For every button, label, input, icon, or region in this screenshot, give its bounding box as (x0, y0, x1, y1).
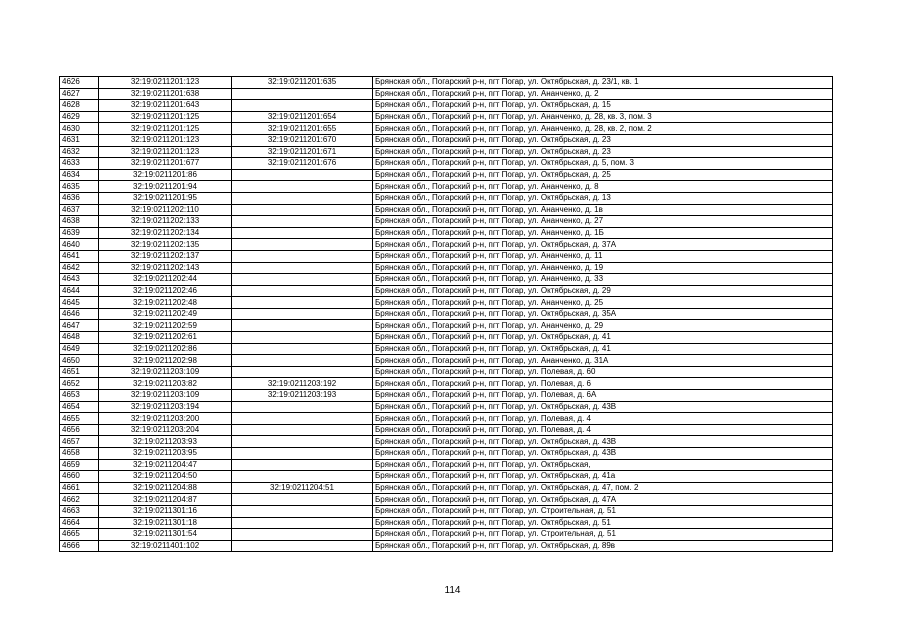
table-row (60, 262, 833, 274)
related-cadastral-number-cell (232, 366, 373, 378)
cadastral-number-cell: 32:19:0211203:82 (99, 378, 232, 390)
table-row (60, 204, 833, 216)
table-row (60, 401, 833, 413)
related-cadastral-number-cell (232, 204, 373, 216)
address-cell: Брянская обл., Погарский р-н, пгт Погар, ул. Октябрьская, д. 23 (373, 146, 833, 158)
address-cell: Брянская обл., Погарский р-н, пгт Погар, ул. Ананченко, д. 29 (373, 320, 833, 332)
cadastral-number-cell: 32:19:0211201:123 (99, 77, 232, 89)
address-cell: Брянская обл., Погарский р-н, пгт Погар, ул. Октябрьская, д. 13 (373, 192, 833, 204)
cadastral-number-cell: 32:19:0211202:59 (99, 320, 232, 332)
row-number-cell: 4652 (60, 378, 99, 390)
address-cell: Брянская обл., Погарский р-н, пгт Погар, ул. Октябрьская, д. 47, пом. 2 (373, 482, 833, 494)
cadastral-number-cell: 32:19:0211201:94 (99, 181, 232, 193)
row-number-cell: 4661 (60, 482, 99, 494)
row-number-cell: 4640 (60, 239, 99, 251)
table-row (60, 308, 833, 320)
address-cell: Брянская обл., Погарский р-н, пгт Погар, ул. Ананченко, д. 11 (373, 250, 833, 262)
address-cell: Брянская обл., Погарский р-н, пгт Погар, ул. Октябрьская, д. 89в (373, 540, 833, 552)
related-cadastral-number-cell (232, 436, 373, 448)
address-cell: Брянская обл., Погарский р-н, пгт Погар, ул. Октябрьская, д. 23 (373, 134, 833, 146)
address-cell: Брянская обл., Погарский р-н, пгт Погар, ул. Октябрьская, д. 41 (373, 343, 833, 355)
related-cadastral-number-cell (232, 169, 373, 181)
table-row (60, 100, 833, 112)
address-cell: Брянская обл., Погарский р-н, пгт Погар, ул. Октябрьская, д. 35А (373, 308, 833, 320)
related-cadastral-number-cell (232, 308, 373, 320)
table-row (60, 424, 833, 436)
related-cadastral-number-cell (232, 262, 373, 274)
table-row (60, 540, 833, 552)
table-row (60, 320, 833, 332)
row-number-cell: 4628 (60, 100, 99, 112)
table-row (60, 378, 833, 390)
address-cell: Брянская обл., Погарский р-н, пгт Погар, ул. Ананченко, д. 31А (373, 355, 833, 367)
table-row (60, 448, 833, 460)
related-cadastral-number-cell: 32:19:0211201:676 (232, 158, 373, 170)
address-cell: Брянская обл., Погарский р-н, пгт Погар, ул. Октябрьская, д. 23/1, кв. 1 (373, 77, 833, 89)
related-cadastral-number-cell (232, 181, 373, 193)
address-cell: Брянская обл., Погарский р-н, пгт Погар, ул. Полевая, д. 60 (373, 366, 833, 378)
related-cadastral-number-cell (232, 413, 373, 425)
related-cadastral-number-cell (232, 517, 373, 529)
cadastral-number-cell: 32:19:0211201:677 (99, 158, 232, 170)
address-cell: Брянская обл., Погарский р-н, пгт Погар, ул. Октябрьская, д. 43В (373, 401, 833, 413)
row-number-cell: 4649 (60, 343, 99, 355)
table-row (60, 413, 833, 425)
row-number-cell: 4656 (60, 424, 99, 436)
address-cell: Брянская обл., Погарский р-н, пгт Погар, ул. Ананченко, д. 28, кв. 3, пом. 3 (373, 111, 833, 123)
table-row (60, 436, 833, 448)
table-row (60, 332, 833, 344)
cadastral-number-cell: 32:19:0211201:125 (99, 111, 232, 123)
table-row (60, 343, 833, 355)
row-number-cell: 4664 (60, 517, 99, 529)
related-cadastral-number-cell (232, 459, 373, 471)
cadastral-number-cell: 32:19:0211202:135 (99, 239, 232, 251)
cadastral-number-cell: 32:19:0211201:638 (99, 88, 232, 100)
row-number-cell: 4651 (60, 366, 99, 378)
table-row (60, 529, 833, 541)
table-row (60, 77, 833, 89)
row-number-cell: 4653 (60, 390, 99, 402)
table-row (60, 517, 833, 529)
row-number-cell: 4647 (60, 320, 99, 332)
row-number-cell: 4666 (60, 540, 99, 552)
row-number-cell: 4627 (60, 88, 99, 100)
cadastral-number-cell: 32:19:0211203:200 (99, 413, 232, 425)
cadastral-number-cell: 32:19:0211201:95 (99, 192, 232, 204)
row-number-cell: 4636 (60, 192, 99, 204)
address-cell: Брянская обл., Погарский р-н, пгт Погар, ул. Октябрьская, д. 15 (373, 100, 833, 112)
related-cadastral-number-cell (232, 355, 373, 367)
cadastral-number-cell: 32:19:0211203:194 (99, 401, 232, 413)
cadastral-number-cell: 32:19:0211201:125 (99, 123, 232, 135)
row-number-cell: 4631 (60, 134, 99, 146)
table-row (60, 505, 833, 517)
address-cell: Брянская обл., Погарский р-н, пгт Погар, ул. Октябрьская, (373, 459, 833, 471)
address-cell: Брянская обл., Погарский р-н, пгт Погар, ул. Октябрьская, д. 51 (373, 517, 833, 529)
row-number-cell: 4637 (60, 204, 99, 216)
related-cadastral-number-cell (232, 239, 373, 251)
registry-table (59, 76, 833, 552)
cadastral-number-cell: 32:19:0211203:93 (99, 436, 232, 448)
related-cadastral-number-cell (232, 250, 373, 262)
address-cell: Брянская обл., Погарский р-н, пгт Погар, ул. Октябрьская, д. 43В (373, 448, 833, 460)
related-cadastral-number-cell (232, 540, 373, 552)
table-row (60, 355, 833, 367)
cadastral-number-cell: 32:19:0211203:95 (99, 448, 232, 460)
row-number-cell: 4645 (60, 297, 99, 309)
cadastral-number-cell: 32:19:0211401:102 (99, 540, 232, 552)
row-number-cell: 4634 (60, 169, 99, 181)
table-row (60, 216, 833, 228)
table-row (60, 274, 833, 286)
row-number-cell: 4655 (60, 413, 99, 425)
row-number-cell: 4657 (60, 436, 99, 448)
table-row (60, 169, 833, 181)
address-cell: Брянская обл., Погарский р-н, пгт Погар, ул. Ананченко, д. 25 (373, 297, 833, 309)
address-cell: Брянская обл., Погарский р-н, пгт Погар, ул. Ананченко, д. 8 (373, 181, 833, 193)
row-number-cell: 4658 (60, 448, 99, 460)
related-cadastral-number-cell: 32:19:0211201:670 (232, 134, 373, 146)
row-number-cell: 4662 (60, 494, 99, 506)
page-number: 114 (444, 585, 461, 596)
cadastral-number-cell: 32:19:0211202:98 (99, 355, 232, 367)
related-cadastral-number-cell (232, 343, 373, 355)
table-row (60, 366, 833, 378)
address-cell: Брянская обл., Погарский р-н, пгт Погар, ул. Октябрьская, д. 47А (373, 494, 833, 506)
cadastral-number-cell: 32:19:0211301:54 (99, 529, 232, 541)
related-cadastral-number-cell (232, 494, 373, 506)
cadastral-number-cell: 32:19:0211202:49 (99, 308, 232, 320)
row-number-cell: 4654 (60, 401, 99, 413)
address-cell: Брянская обл., Погарский р-н, пгт Погар, ул. Ананченко, д. 1Б (373, 227, 833, 239)
cadastral-number-cell: 32:19:0211202:86 (99, 343, 232, 355)
address-cell: Брянская обл., Погарский р-н, пгт Погар, ул. Октябрьская, д. 41а (373, 471, 833, 483)
address-cell: Брянская обл., Погарский р-н, пгт Погар, ул. Октябрьская, д. 41 (373, 332, 833, 344)
row-number-cell: 4641 (60, 250, 99, 262)
related-cadastral-number-cell (232, 505, 373, 517)
address-cell: Брянская обл., Погарский р-н, пгт Погар, ул. Ананченко, д. 27 (373, 216, 833, 228)
table-row (60, 88, 833, 100)
row-number-cell: 4633 (60, 158, 99, 170)
related-cadastral-number-cell (232, 529, 373, 541)
related-cadastral-number-cell (232, 401, 373, 413)
address-cell: Брянская обл., Погарский р-н, пгт Погар, ул. Октябрьская, д. 25 (373, 169, 833, 181)
address-cell: Брянская обл., Погарский р-н, пгт Погар, ул. Полевая, д. 4 (373, 413, 833, 425)
related-cadastral-number-cell: 32:19:0211203:192 (232, 378, 373, 390)
cadastral-number-cell: 32:19:0211202:61 (99, 332, 232, 344)
cadastral-number-cell: 32:19:0211301:18 (99, 517, 232, 529)
related-cadastral-number-cell: 32:19:0211203:193 (232, 390, 373, 402)
address-cell: Брянская обл., Погарский р-н, пгт Погар, ул. Ананченко, д. 1в (373, 204, 833, 216)
cadastral-number-cell: 32:19:0211204:88 (99, 482, 232, 494)
related-cadastral-number-cell: 32:19:0211201:654 (232, 111, 373, 123)
row-number-cell: 4646 (60, 308, 99, 320)
cadastral-number-cell: 32:19:0211202:133 (99, 216, 232, 228)
table-row (60, 181, 833, 193)
cadastral-number-cell: 32:19:0211202:134 (99, 227, 232, 239)
row-number-cell: 4648 (60, 332, 99, 344)
row-number-cell: 4630 (60, 123, 99, 135)
row-number-cell: 4639 (60, 227, 99, 239)
row-number-cell: 4629 (60, 111, 99, 123)
row-number-cell: 4644 (60, 285, 99, 297)
cadastral-number-cell: 32:19:0211202:143 (99, 262, 232, 274)
related-cadastral-number-cell (232, 192, 373, 204)
related-cadastral-number-cell (232, 320, 373, 332)
address-cell: Брянская обл., Погарский р-н, пгт Погар, ул. Строительная, д. 51 (373, 529, 833, 541)
address-cell: Брянская обл., Погарский р-н, пгт Погар, ул. Ананченко, д. 19 (373, 262, 833, 274)
related-cadastral-number-cell (232, 285, 373, 297)
table-row (60, 471, 833, 483)
cadastral-number-cell: 32:19:0211202:110 (99, 204, 232, 216)
address-cell: Брянская обл., Погарский р-н, пгт Погар, ул. Октябрьская, д. 29 (373, 285, 833, 297)
address-cell: Брянская обл., Погарский р-н, пгт Погар, ул. Полевая, д. 4 (373, 424, 833, 436)
table-row (60, 459, 833, 471)
cadastral-number-cell: 32:19:0211202:46 (99, 285, 232, 297)
related-cadastral-number-cell: 32:19:0211201:655 (232, 123, 373, 135)
cadastral-number-cell: 32:19:0211203:109 (99, 366, 232, 378)
table-row (60, 146, 833, 158)
related-cadastral-number-cell (232, 332, 373, 344)
table-row (60, 297, 833, 309)
cadastral-number-cell: 32:19:0211201:643 (99, 100, 232, 112)
address-cell: Брянская обл., Погарский р-н, пгт Погар, ул. Ананченко, д. 2 (373, 88, 833, 100)
address-cell: Брянская обл., Погарский р-н, пгт Погар, ул. Строительная, д. 51 (373, 505, 833, 517)
related-cadastral-number-cell (232, 448, 373, 460)
row-number-cell: 4660 (60, 471, 99, 483)
related-cadastral-number-cell (232, 424, 373, 436)
table-row (60, 390, 833, 402)
row-number-cell: 4659 (60, 459, 99, 471)
cadastral-number-cell: 32:19:0211203:109 (99, 390, 232, 402)
cadastral-number-cell: 32:19:0211203:204 (99, 424, 232, 436)
table-row (60, 192, 833, 204)
table-row (60, 134, 833, 146)
address-cell: Брянская обл., Погарский р-н, пгт Погар, ул. Октябрьская, д. 5, пом. 3 (373, 158, 833, 170)
cadastral-number-cell: 32:19:0211202:137 (99, 250, 232, 262)
table-row (60, 111, 833, 123)
row-number-cell: 4626 (60, 77, 99, 89)
table-row (60, 250, 833, 262)
address-cell: Брянская обл., Погарский р-н, пгт Погар, ул. Ананченко, д. 28, кв. 2, пом. 2 (373, 123, 833, 135)
related-cadastral-number-cell: 32:19:0211201:635 (232, 77, 373, 89)
table-row (60, 227, 833, 239)
cadastral-number-cell: 32:19:0211201:123 (99, 134, 232, 146)
cadastral-number-cell: 32:19:0211202:44 (99, 274, 232, 286)
table-row (60, 494, 833, 506)
address-cell: Брянская обл., Погарский р-н, пгт Погар, ул. Полевая, д. 6 (373, 378, 833, 390)
cadastral-number-cell: 32:19:0211204:50 (99, 471, 232, 483)
related-cadastral-number-cell (232, 297, 373, 309)
row-number-cell: 4663 (60, 505, 99, 517)
table-row (60, 482, 833, 494)
related-cadastral-number-cell: 32:19:0211201:671 (232, 146, 373, 158)
row-number-cell: 4638 (60, 216, 99, 228)
row-number-cell: 4642 (60, 262, 99, 274)
cadastral-number-cell: 32:19:0211204:87 (99, 494, 232, 506)
table-row (60, 239, 833, 251)
row-number-cell: 4643 (60, 274, 99, 286)
row-number-cell: 4632 (60, 146, 99, 158)
related-cadastral-number-cell: 32:19:0211204:51 (232, 482, 373, 494)
address-cell: Брянская обл., Погарский р-н, пгт Погар, ул. Октябрьская, д. 43В (373, 436, 833, 448)
table-row (60, 123, 833, 135)
address-cell: Брянская обл., Погарский р-н, пгт Погар, ул. Октябрьская, д. 37А (373, 239, 833, 251)
table-row (60, 285, 833, 297)
related-cadastral-number-cell (232, 88, 373, 100)
cadastral-number-cell: 32:19:0211201:123 (99, 146, 232, 158)
address-cell: Брянская обл., Погарский р-н, пгт Погар, ул. Полевая, д. 6А (373, 390, 833, 402)
address-cell: Брянская обл., Погарский р-н, пгт Погар, ул. Ананченко, д. 33 (373, 274, 833, 286)
row-number-cell: 4635 (60, 181, 99, 193)
related-cadastral-number-cell (232, 216, 373, 228)
related-cadastral-number-cell (232, 471, 373, 483)
cadastral-number-cell: 32:19:0211201:86 (99, 169, 232, 181)
cadastral-number-cell: 32:19:0211301:16 (99, 505, 232, 517)
related-cadastral-number-cell (232, 100, 373, 112)
cadastral-number-cell: 32:19:0211202:48 (99, 297, 232, 309)
related-cadastral-number-cell (232, 227, 373, 239)
registry-table-body (60, 77, 833, 552)
cadastral-number-cell: 32:19:0211204:47 (99, 459, 232, 471)
row-number-cell: 4650 (60, 355, 99, 367)
row-number-cell: 4665 (60, 529, 99, 541)
table-row (60, 158, 833, 170)
related-cadastral-number-cell (232, 274, 373, 286)
